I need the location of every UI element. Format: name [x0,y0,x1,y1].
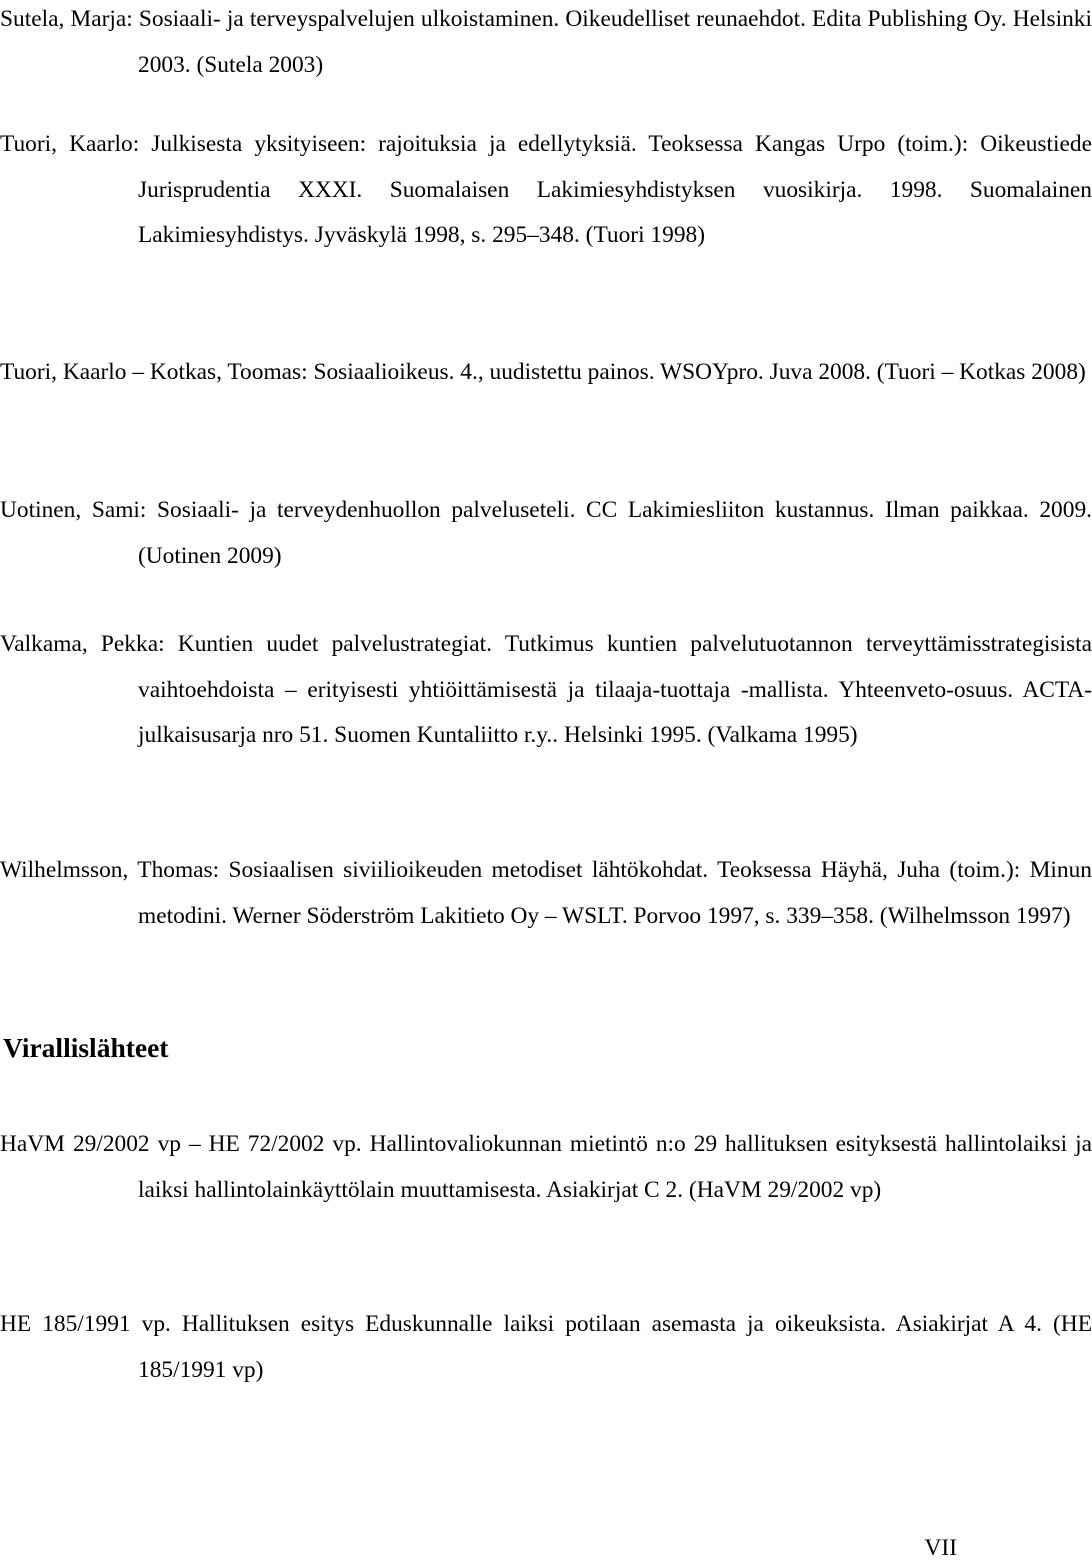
reference-tuori-1998: Tuori, Kaarlo: Julkisesta yksityiseen: rajoituksia ja edellytyksiä. Teoksessa Kangas Urpo (toim.): Oikeustiede Jurisprudentia XXXI. Suomalaisen Lakimiesyhdistyksen vuosikirja. 1998. Suomalainen Lakimiesyhdistys. Jyväskylä 1998, s. 295–348. (Tuori 1998) [0,131,1092,249]
reference-wilhelmsson-1997: Wilhelmsson, Thomas: Sosiaalisen siviilioikeuden metodiset lähtökohdat. Teoksessa Häyhä, Juha (toim.): Minun metodini. Werner Söderström Lakitieto Oy – WSLT. Porvoo 1997, s. 339–358. (Wilhelmsson 1997) [0,857,1092,929]
reference-valkama-1995: Valkama, Pekka: Kuntien uudet palvelustrategiat. Tutkimus kuntien palvelutuotannon terveyttämisstrategisista vaihtoehdoista – erityisesti yhtiöittämisestä ja tilaaja-tuottaja -mallista. Yhteenveto-osuus. ACTA-julkaisusarja nro 51. Suomen Kuntaliitto r.y.. Helsinki 1995. (Valkama 1995) [0,631,1092,749]
page-number: VII [924,1535,957,1561]
reference-tuori-kotkas-2008: Tuori, Kaarlo – Kotkas, Toomas: Sosiaalioikeus. 4., uudistettu painos. WSOYpro. Juva 2008. (Tuori – Kotkas 2008) [0,359,1086,385]
official-source-he-185-1991: HE 185/1991 vp. Hallituksen esitys Eduskunnalle laiksi potilaan asemasta ja oikeuksista. Asiakirjat A 4. (HE 185/1991 vp) [0,1311,1092,1383]
section-heading-virallislahteet: Virallislähteet [3,1032,169,1063]
reference-uotinen-2009: Uotinen, Sami: Sosiaali- ja terveydenhuollon palveluseteli. CC Lakimiesliiton kustannus. Ilman paikkaa. 2009. (Uotinen 2009) [0,497,1092,569]
official-source-havm-29-2002: HaVM 29/2002 vp – HE 72/2002 vp. Hallintovaliokunnan mietintö n:o 29 hallituksen esityksestä hallintolaiksi ja laiksi hallintolainkäyttölain muuttamisesta. Asiakirjat C 2. (HaVM 29/2002 vp) [0,1131,1092,1203]
reference-sutela-2003: Sutela, Marja: Sosiaali- ja terveyspalvelujen ulkoistaminen. Oikeudelliset reunaehdot. Edita Publishing Oy. Helsinki 2003. (Sutela 2003) [0,6,1092,78]
